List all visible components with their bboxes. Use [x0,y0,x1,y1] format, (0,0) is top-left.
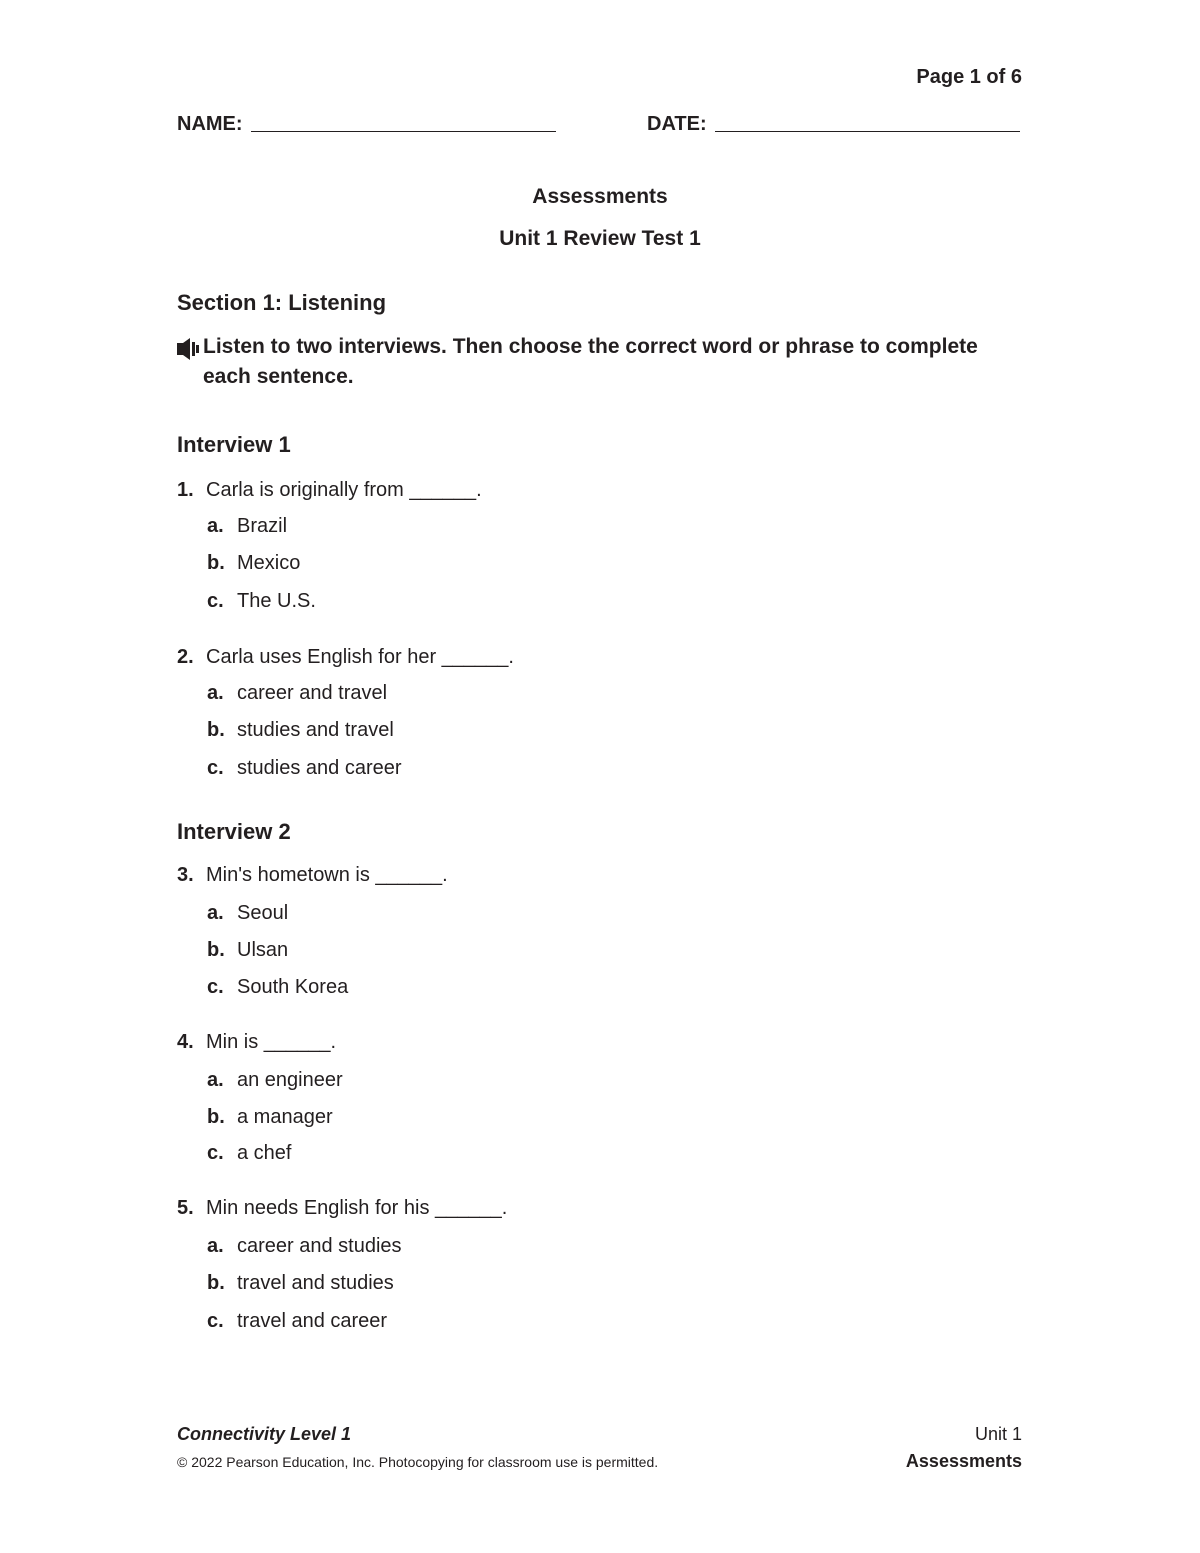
question-4-option-a[interactable] [207,1069,343,1092]
question-text: Carla uses English for her ______. [206,646,514,668]
question-1 [177,479,482,502]
question-2-option-b[interactable] [207,719,394,742]
question-4-option-c[interactable] [207,1142,291,1165]
question-2-option-a[interactable] [207,682,387,705]
question-1-option-c[interactable] [207,590,316,613]
question-5-option-b[interactable] [207,1272,394,1295]
question-1-option-b[interactable] [207,552,300,575]
question-3-option-b[interactable] [207,939,288,962]
option-letter: b. [207,719,225,741]
name-field [177,111,556,136]
option-letter: c. [207,1310,224,1332]
interview-2-heading: Interview 2 [177,819,291,844]
option-text: Seoul [237,902,289,924]
option-text: Ulsan [237,939,289,961]
question-5 [177,1197,507,1220]
audio-speaker-icon[interactable] [177,338,199,360]
page-number: Page 1 of 6 [916,66,1022,88]
question-5-option-c[interactable] [207,1310,387,1333]
footer-book-title: Connectivity Level 1 [177,1424,352,1444]
question-number: 3. [177,864,194,886]
question-number: 2. [177,646,194,668]
interview-1-heading: Interview 1 [177,432,291,457]
question-number: 1. [177,479,194,501]
question-number: 4. [177,1031,194,1053]
option-letter: b. [207,1106,225,1128]
option-letter: c. [207,757,224,779]
section-heading: Section 1: Listening [177,290,387,315]
question-text: Min needs English for his ______. [206,1197,508,1219]
date-blank-line[interactable] [715,111,1020,132]
option-letter: a. [207,682,224,704]
question-3-option-a[interactable] [207,902,288,925]
question-4 [177,1031,336,1054]
question-3-option-c[interactable] [207,976,348,999]
option-text: Brazil [237,515,288,537]
question-5-option-a[interactable] [207,1235,402,1258]
option-letter: c. [207,590,224,612]
question-4-option-b[interactable] [207,1106,333,1129]
option-text: The U.S. [237,590,316,612]
option-text: studies and travel [237,719,394,741]
date-label: DATE: [647,113,707,135]
footer-copyright: © 2022 Pearson Education, Inc. Photocopying for classroom use is permitted. [177,1454,659,1470]
option-text: South Korea [237,976,349,998]
option-text: career and studies [237,1235,402,1257]
option-letter: b. [207,552,225,574]
footer-unit: Unit 1 [974,1424,1022,1444]
option-text: travel and career [237,1310,388,1332]
name-blank-line[interactable] [251,111,556,132]
date-field [647,111,1020,136]
option-text: studies and career [237,757,402,779]
footer-label: Assessments [905,1451,1022,1471]
name-label: NAME: [177,113,243,135]
document-subtitle: Unit 1 Review Test 1 [499,227,701,250]
option-text: Mexico [237,552,301,574]
option-letter: a. [207,1235,224,1257]
question-number: 5. [177,1197,194,1219]
option-text: career and travel [237,682,388,704]
question-1-option-a[interactable] [207,515,287,538]
option-text: an engineer [237,1069,343,1091]
document-title: Assessments [532,185,668,208]
option-letter: c. [207,976,224,998]
question-text: Carla is originally from ______. [206,479,482,501]
question-3 [177,864,448,887]
option-letter: a. [207,902,224,924]
option-letter: a. [207,515,224,537]
question-2 [177,646,514,669]
question-2-option-c[interactable] [207,757,402,780]
option-letter: b. [207,1272,225,1294]
option-letter: c. [207,1142,224,1164]
option-letter: b. [207,939,225,961]
option-text: travel and studies [237,1272,394,1294]
option-text: a manager [237,1106,333,1128]
question-text: Min is ______. [206,1031,337,1053]
instruction-text: Listen to two interviews. Then choose the correct word or phrase to complete each sentence. [203,335,978,388]
option-letter: a. [207,1069,224,1091]
question-text: Min's hometown is ______. [206,864,448,886]
option-text: a chef [237,1142,292,1164]
